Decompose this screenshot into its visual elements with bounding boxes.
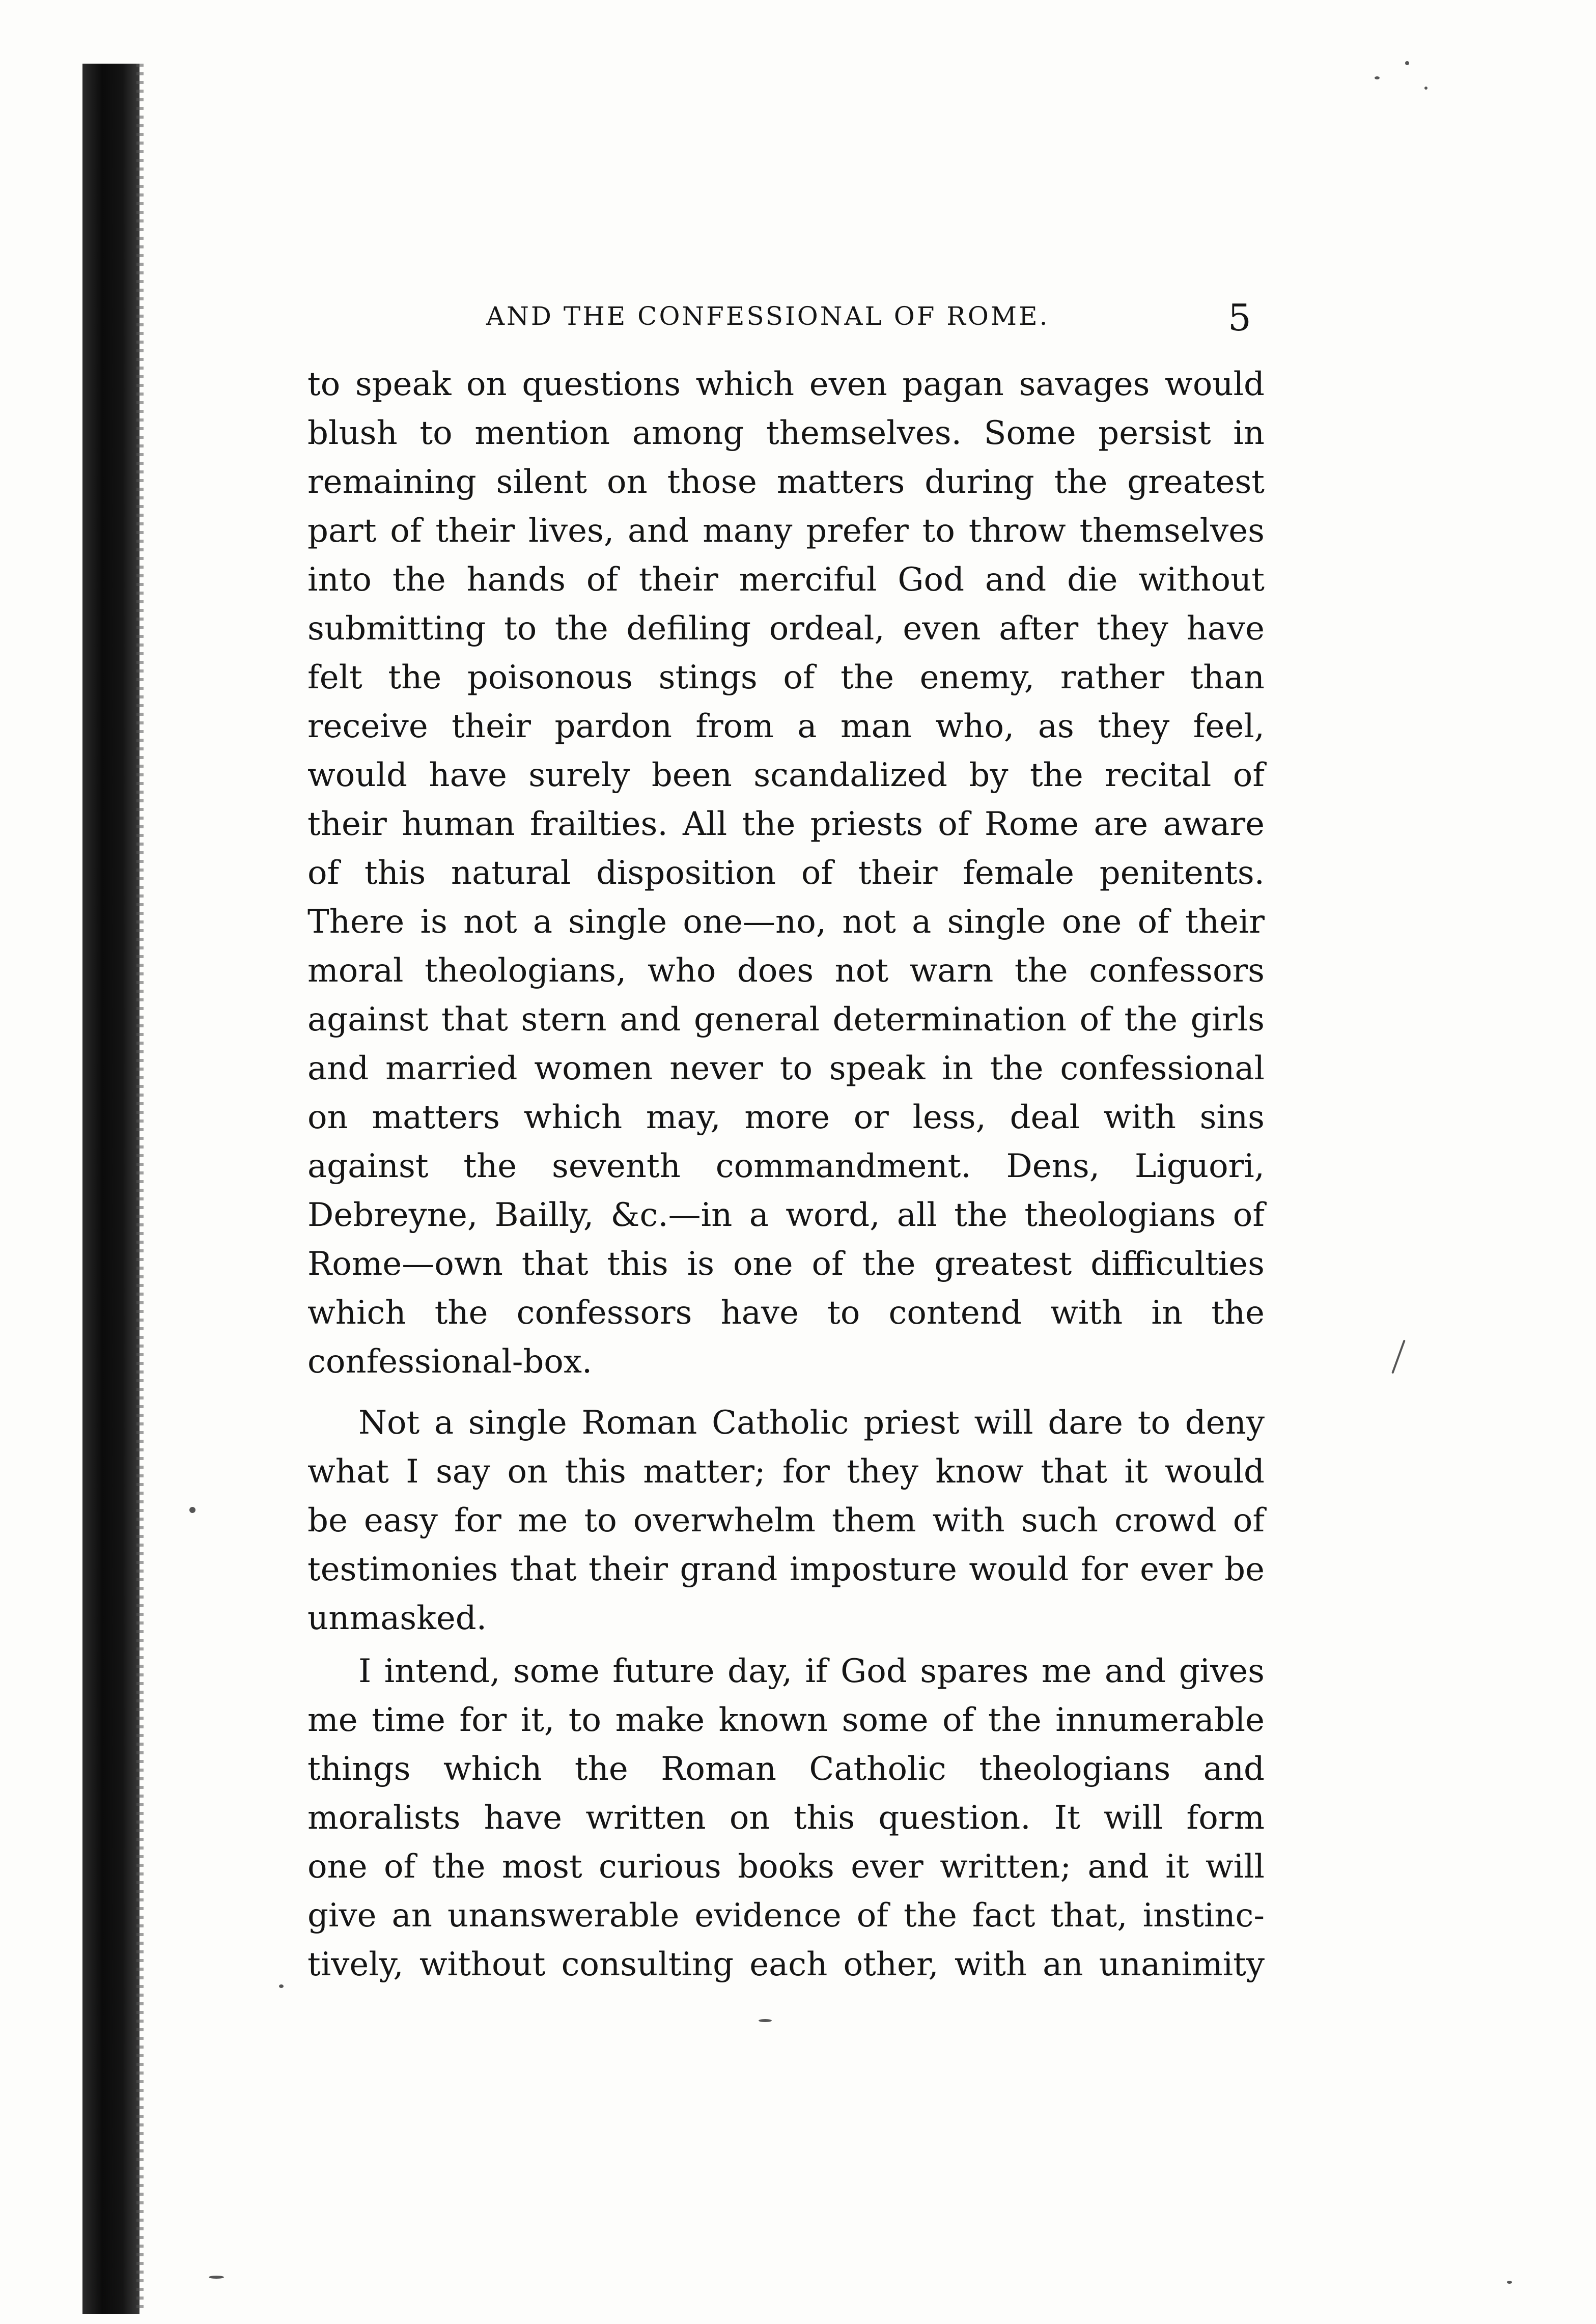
text-line: and married women never to speak in the confessional (307, 1050, 1265, 1087)
paper-speck (209, 2276, 224, 2279)
text-line: I intend, some future day, if God spares me and gives (358, 1653, 1265, 1690)
text-line: receive their pardon from a man who, as they feel, (307, 708, 1265, 745)
text-line: remaining silent on those matters during the greatest (307, 463, 1265, 501)
text-line: moral theologians, who does not warn the confessors (307, 952, 1265, 990)
text-line: give an unanswerable evidence of the fact that, instinc- (307, 1897, 1265, 1935)
text-line: Rome—own that this is one of the greatest difficulties (307, 1245, 1265, 1283)
paper-speck (1507, 2281, 1512, 2284)
text-line: on matters which may, more or less, deal with sins (307, 1099, 1265, 1136)
text-line: one of the most curious books ever written; and it will (307, 1848, 1265, 1886)
book-binding-edge (82, 64, 139, 2314)
text-line: into the hands of their merciful God and die without (307, 561, 1265, 599)
text-line: which the confessors have to contend with in the (307, 1294, 1265, 1332)
text-line: would have surely been scandalized by the recital of (307, 757, 1265, 794)
paper-speck (189, 1507, 195, 1513)
paper-speck (1405, 61, 1409, 65)
text-line: what I say on this matter; for they know that it would (307, 1453, 1265, 1491)
text-line: part of their lives, and many prefer to throw themselves (307, 512, 1265, 550)
text-line: to speak on questions which even pagan savages would (307, 366, 1265, 403)
text-line: their human frailties. All the priests of Rome are aware (307, 805, 1265, 843)
running-head-title: AND THE CONFESSIONAL OF ROME. (486, 301, 1050, 331)
paper-speck (1375, 76, 1380, 79)
paper-speck (759, 2019, 772, 2022)
text-line: tively, without consulting each other, with an unanimity (307, 1946, 1265, 1983)
paper-speck (1424, 87, 1427, 90)
text-line: confessional-box. (307, 1343, 593, 1381)
text-line: unmasked. (307, 1600, 487, 1637)
text-line: of this natural disposition of their female penitents. (307, 854, 1265, 892)
paper-speck (1391, 1339, 1406, 1374)
text-line: felt the poisonous stings of the enemy, rather than (307, 659, 1265, 696)
text-line: things which the Roman Catholic theologians and (307, 1750, 1265, 1788)
text-line: me time for it, to make known some of the innumerable (307, 1701, 1265, 1739)
text-line: Debreyne, Bailly, &c.—in a word, all the theologians of (307, 1196, 1265, 1234)
text-line: There is not a single one—no, not a single one of their (307, 903, 1265, 941)
page-number: 5 (1228, 296, 1251, 339)
text-line: blush to mention among themselves. Some persist in (307, 414, 1265, 452)
text-line: Not a single Roman Catholic priest will dare to deny (358, 1404, 1265, 1442)
binding-fray (136, 64, 144, 2314)
text-line: submitting to the defiling ordeal, even after they have (307, 610, 1265, 648)
text-line: against that stern and general determination of the girls (307, 1001, 1265, 1039)
text-line: testimonies that their grand imposture would for ever be (307, 1551, 1265, 1588)
text-line: be easy for me to overwhelm them with such crowd of (307, 1502, 1265, 1539)
text-line: against the seventh commandment. Dens, Liguori, (307, 1147, 1265, 1185)
paper-speck (279, 1984, 284, 1988)
text-line: moralists have written on this question. It will form (307, 1799, 1265, 1837)
